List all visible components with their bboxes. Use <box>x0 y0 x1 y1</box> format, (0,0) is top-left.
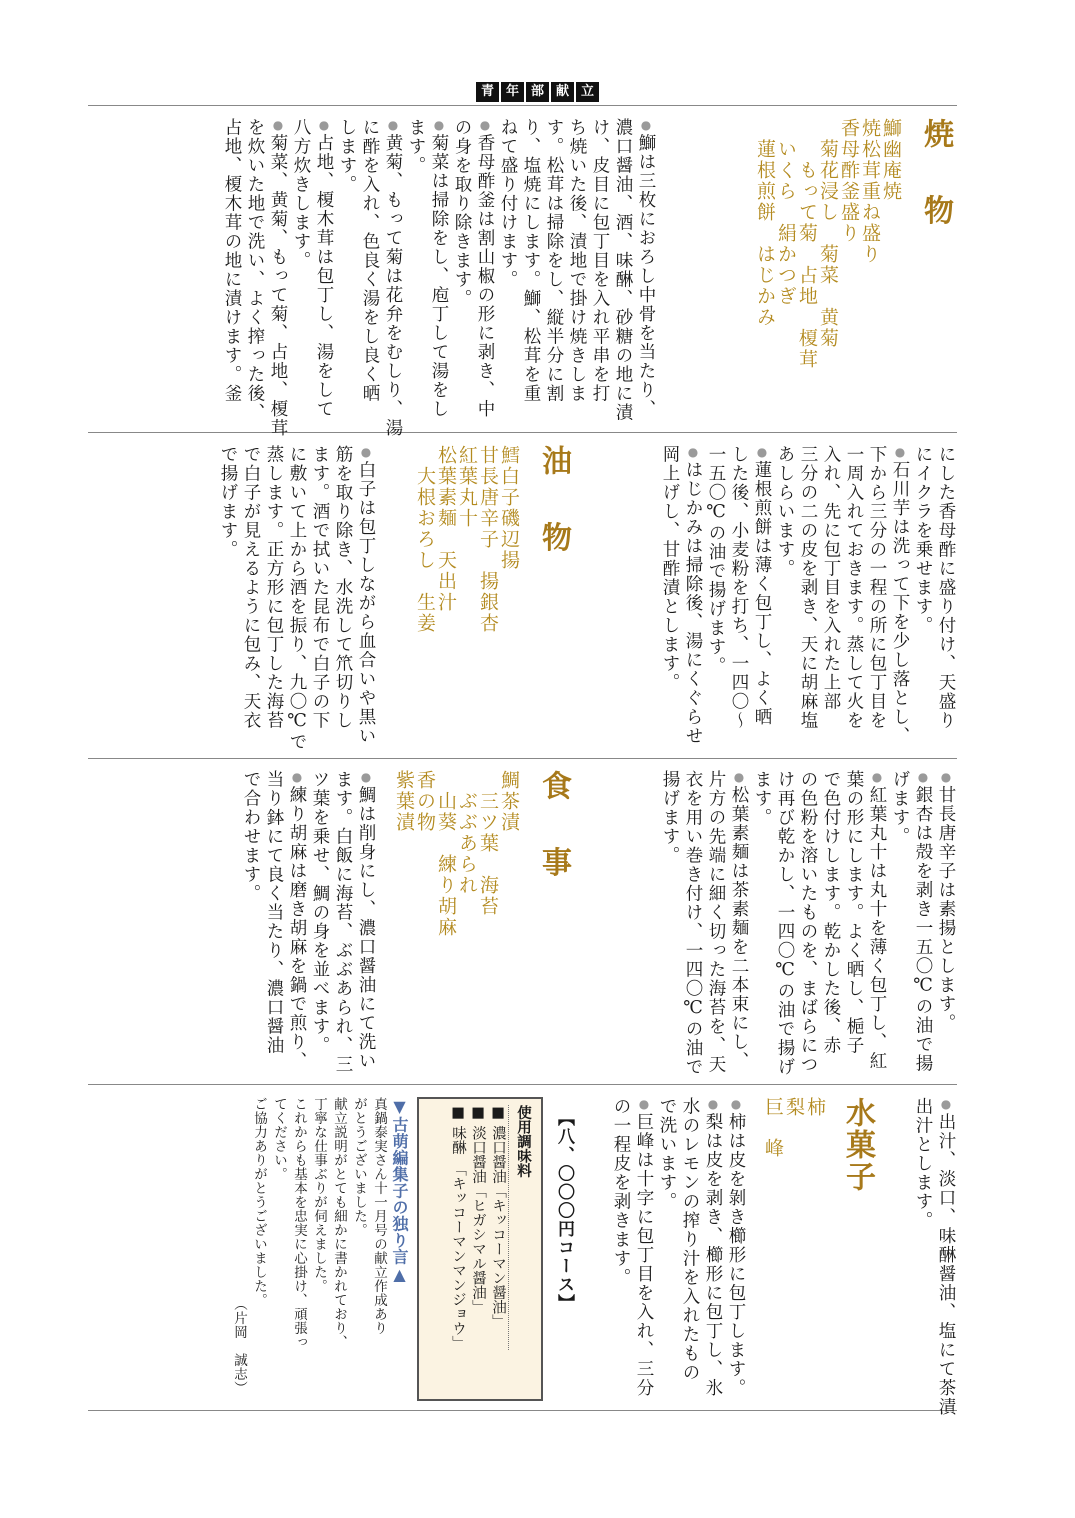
description-text <box>220 118 657 438</box>
text-line: の色粉を溶いたものを、まばらにつ <box>798 770 818 1074</box>
menu-item: 菊花浸し 菊菜 黄菊 <box>817 118 839 349</box>
text-line: 葉の形にします。よく晒し、梔子 <box>844 770 864 1055</box>
menu-item: 香母酢釜盛り <box>838 118 860 244</box>
section-title: 食 事 <box>536 770 571 895</box>
note-signature: （片岡 誠志） <box>231 1297 247 1395</box>
note-line: 真鍋泰実さん十一月号の献立作成あり <box>371 1097 387 1335</box>
text-line: 入れ、先に包丁目を入れた上部 <box>821 445 841 711</box>
text-line: 三分の二の皮を剥き、天に胡麻塩 <box>798 445 818 730</box>
text-line: 揚げます。 <box>660 770 680 865</box>
text-line: ●松葉素麺は茶素麺を二本束にし、 <box>729 770 749 1071</box>
note-line: これからも基本を忠実に心掛け、頑張っ <box>291 1097 307 1349</box>
text-line: で揚げます。 <box>218 445 238 559</box>
text-line: ます。 <box>752 770 772 827</box>
text-line: で色付けします。乾かした後、赤 <box>821 770 841 1055</box>
text-line: します。 <box>337 118 357 194</box>
text-line: 占地、榎木茸の地に漬けます。釜 <box>222 118 242 403</box>
text-line: を炊いた地で洗い、よく搾った後、 <box>245 118 265 422</box>
text-line: ●菊菜、黄菊、もって菊、占地、榎茸 <box>268 118 288 438</box>
text-line: け、皮目に包丁目を入れ平串を打 <box>590 118 610 403</box>
text-line: ●練り胡麻は磨き胡麻を鍋で煎り、 <box>287 770 307 1071</box>
menu-item: 紫葉漬 <box>393 770 415 833</box>
text-line: ●石川芋は洗って下を少し落とし、 <box>890 445 910 746</box>
section-mizugashi <box>88 1097 957 1417</box>
header-chip: 青 <box>476 82 499 102</box>
menu-list <box>393 770 519 938</box>
text-line: 一周入れておきます。蒸して火を <box>844 445 864 730</box>
menu-item: 紅葉丸十 <box>456 445 478 529</box>
note-title: ▼古萌編集子の独り言▲ <box>390 1097 409 1285</box>
note-line: ご協力ありがとうございました。 <box>251 1097 267 1307</box>
text-line: ●梨は皮を剥き、櫛形に包丁し、氷 <box>703 1097 723 1398</box>
seasoning-item: ■ 濃口醤油「キッコーマン醤油」 <box>490 1105 506 1329</box>
text-line: け再び乾かし、一四〇℃の油で揚げ <box>775 770 795 1077</box>
text-line: 水のレモンの搾り汁を入れたもの <box>680 1097 700 1382</box>
text-line: ●黄菊、もって菊は花弁をむしり、湯 <box>383 118 403 438</box>
section-title: 油 物 <box>536 445 571 570</box>
menu-item: 甘長唐辛子 揚銀杏 <box>477 445 499 634</box>
text-line: ねて盛り付けます。 <box>498 118 518 289</box>
header-chip: 部 <box>526 82 549 102</box>
seasoning-item: ■ 淡口醤油「ヒガシマル醤油」 <box>470 1105 486 1315</box>
section-shokuji <box>88 770 957 1075</box>
description-text <box>609 1097 747 1398</box>
section-title: 水菓子 <box>840 1097 875 1193</box>
text-line: 筋を取り除き、水洗して笊切りし <box>333 445 353 730</box>
text-line: ●紅葉丸十は丸十を薄く包丁し、紅 <box>867 770 887 1071</box>
description-text <box>658 445 957 746</box>
note-line: 献立説明がとても細かに書かれており、 <box>331 1097 347 1349</box>
text-line: 蒸します。正方形に包丁した海苔 <box>264 445 284 730</box>
note-line: 丁寧な仕事ぶりが伺えました。 <box>311 1097 327 1293</box>
header-chip: 献 <box>551 82 574 102</box>
text-line: ●香母酢釜は割山椒の形に剥き、中 <box>475 118 495 419</box>
text-line: す。松茸は掃除をし、縦半分に割 <box>544 118 564 403</box>
page-header <box>0 80 1075 102</box>
seasoning-box <box>417 1097 543 1401</box>
section-yakimono <box>88 118 957 438</box>
text-line: げます。 <box>890 770 910 846</box>
description-text <box>239 770 377 1074</box>
text-line: にイクラを乗せます。 <box>913 445 933 635</box>
menu-item: 大根おろし 生姜 <box>414 445 436 634</box>
menu-item: 松葉素麺 天出汁 <box>435 445 457 613</box>
menu-item: ぶぶあられ <box>456 770 478 896</box>
menu-item: 焼松茸重ね盛り <box>859 118 881 265</box>
text-line: り、塩焼にします。鰤、松茸を重 <box>521 118 541 403</box>
text-line: 衣を用い巻き付け、一四〇℃の油で <box>683 770 703 1077</box>
menu-item: 巨峰 <box>762 1097 784 1179</box>
text-line: 片方の先端に細く切った海苔を、天 <box>706 770 726 1074</box>
text-line: ます。酒で拭いた昆布で白子の下 <box>310 445 330 730</box>
description-text <box>658 770 957 1077</box>
text-line: した後、小麦粉を打ち、一四〇～ <box>729 445 749 730</box>
text-line: で合わせます。 <box>241 770 261 903</box>
text-line: ツ葉を乗せ、鯛の身を並べます。 <box>310 770 330 1055</box>
menu-item: もって菊 占地 榎茸 <box>796 118 818 370</box>
text-line: ●巨峰は十字に包丁目を入れ、三分 <box>634 1097 654 1398</box>
text-line: ●銀杏は殻を剥き一五〇℃の油で揚 <box>913 770 933 1073</box>
divider <box>88 105 957 106</box>
text-line: 八方炊きします。 <box>291 118 311 270</box>
menu-item: 梨 <box>783 1097 805 1138</box>
text-line: ち焼いた後、漬地で掛け焼きしま <box>567 118 587 403</box>
text-line: 濃口醤油、酒、味醂、砂糖の地に漬 <box>613 118 633 422</box>
text-line: ●鰤は三枚におろし中骨を当たり、 <box>636 118 656 419</box>
menu-list <box>754 118 901 370</box>
header-chip: 立 <box>576 82 599 102</box>
text-line: ●蓮根煎餅は薄く包丁し、よく晒 <box>752 445 772 727</box>
text-line: 出汁とします。 <box>913 1097 933 1230</box>
text-line: の身を取り除きます。 <box>452 118 472 308</box>
note-line: てください。 <box>271 1097 287 1181</box>
note-line: がとうございました。 <box>351 1097 367 1237</box>
text-line: ●鯛は削身にし、濃口醤油にて洗い <box>356 770 376 1071</box>
description-text <box>216 445 377 752</box>
text-line: で洗います。 <box>657 1097 677 1211</box>
text-line: ●はじかみは掃除後、湯にくぐらせ <box>683 445 703 746</box>
text-line: ●出汁、淡口、味醂醤油、塩にて茶漬 <box>936 1097 956 1417</box>
section-agemono <box>88 445 957 750</box>
section-title: 焼 物 <box>918 118 953 243</box>
text-line: にした香母酢に盛り付け、天盛り <box>936 445 956 730</box>
seasoning-title: 使用調味料 <box>508 1105 533 1350</box>
text-line: ます。 <box>406 118 426 175</box>
menu-list <box>762 1097 825 1179</box>
menu-item: 蓮根煎餅 はじかみ <box>754 118 776 328</box>
text-line: の一程皮を剥きます。 <box>611 1097 631 1287</box>
menu-item: いくら 絹かつぎ <box>775 118 797 307</box>
menu-item: 柿 <box>804 1097 826 1138</box>
menu-item: 三ツ葉 海苔 <box>477 770 499 917</box>
menu-list <box>414 445 519 634</box>
menu-item: 鰤幽庵焼 <box>880 118 902 202</box>
text-line: 岡上げし、甘酢漬とします。 <box>660 445 680 692</box>
text-line: ●占地、榎木茸は包丁し、湯をして <box>314 118 334 419</box>
text-line: ●甘長唐辛子は素揚とします。 <box>936 770 956 1033</box>
header-chip: 年 <box>501 82 524 102</box>
seasoning-item: ■ 味醂 「キッコーマンマンジョウ」 <box>450 1105 466 1351</box>
menu-item: 香の物 <box>414 770 436 833</box>
menu-item: 山葵 練り胡麻 <box>435 770 457 938</box>
text-line: 当り鉢にて良く当たり、濃口醤油 <box>264 770 284 1055</box>
text-line: に敷いて上から酒を振り、九〇℃で <box>287 445 307 752</box>
divider <box>88 1410 957 1411</box>
course-price: 【八、〇〇〇円コース】 <box>554 1109 574 1313</box>
editor-note <box>229 1097 409 1395</box>
menu-item: 鯛茶漬 <box>498 770 520 833</box>
text-line: ●白子は包丁しながら血合いや黒い <box>356 445 376 746</box>
description-text <box>911 1097 957 1417</box>
text-line: に酢を入れ、色良く湯をし良く晒 <box>360 118 380 403</box>
text-line: で白子が見えるように包み、天衣 <box>241 445 261 730</box>
text-line: 下から三分の一程の所に包丁目を <box>867 445 887 730</box>
text-line: あしらいます。 <box>775 445 795 578</box>
divider <box>88 758 957 759</box>
divider <box>88 1084 957 1085</box>
menu-item: 鱈白子磯辺揚 <box>498 445 520 571</box>
text-line: ●菊菜は掃除をし、庖丁して湯をし <box>429 118 449 419</box>
text-line: ●柿は皮を剝き櫛形に包丁します。 <box>726 1097 746 1398</box>
text-line: ます。白飯に海苔、ぶぶあられ、三 <box>333 770 353 1074</box>
text-line: 一五〇℃の油で揚げます。 <box>706 445 726 676</box>
